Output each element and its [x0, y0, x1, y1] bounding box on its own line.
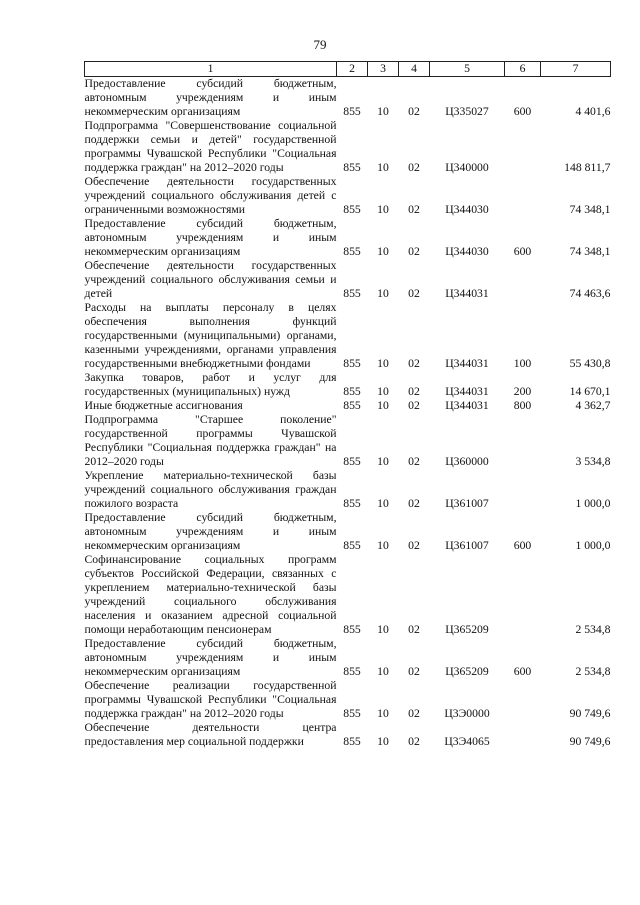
row-description: Закупка товаров, работ и услуг для государственных (муниципальных) нужд: [84, 371, 337, 398]
row-expense-type-code: 200: [513, 385, 532, 398]
row-description: Предоставление субсидий бюджетным, автономным учреждениям и иным некоммерческим организациям: [84, 511, 337, 552]
table-row: [85, 175, 611, 217]
row-expense-type-code: 600: [513, 245, 532, 258]
row-description: Укрепление материально-технической базы учреждений социального обслуживания граждан пожилого возраста: [84, 469, 337, 510]
row-target-item-code: Ц360000: [445, 455, 489, 468]
table-row: [85, 553, 611, 637]
row-target-item-code: Ц335027: [445, 105, 489, 118]
row-section-code: 10: [377, 161, 389, 174]
row-subsection-code: 02: [408, 455, 420, 468]
row-section-code: 10: [377, 707, 389, 720]
table-row: [85, 637, 611, 679]
table-row: [85, 679, 611, 721]
row-section-code: 10: [377, 539, 389, 552]
row-target-item-code: Ц361007: [445, 497, 489, 510]
row-grbs-code: 855: [343, 203, 361, 216]
row-section-code: 10: [377, 455, 389, 468]
row-grbs-code: 855: [343, 385, 361, 398]
row-amount: 74 348,1: [569, 203, 611, 216]
table-header-row: [85, 62, 611, 77]
row-description: Обеспечение деятельности государственных учреждений социального обслуживания детей с ограниченными возможностями: [84, 175, 337, 216]
row-grbs-code: 855: [343, 245, 361, 258]
row-target-item-code: Ц3Э0000: [444, 707, 490, 720]
row-description: Обеспечение деятельности центра предоставления мер социальной поддержки: [84, 721, 337, 748]
header-col-4: 4: [399, 62, 430, 77]
row-target-item-code: Ц344030: [445, 245, 489, 258]
row-expense-type-code: [505, 175, 541, 217]
row-amount: 55 430,8: [569, 357, 611, 370]
header-col-5: 5: [430, 62, 505, 77]
row-amount: 90 749,6: [569, 707, 611, 720]
row-section-code: 10: [377, 735, 389, 748]
row-expense-type-code: 100: [513, 357, 532, 370]
row-section-code: 10: [377, 399, 389, 412]
row-amount: 3 534,8: [575, 455, 611, 468]
row-section-code: 10: [377, 497, 389, 510]
row-amount: 2 534,8: [575, 623, 611, 636]
row-description: Расходы на выплаты персоналу в целях обеспечения выполнения функций государственными (муниципальными) органами, казенными учреждениями, органами управления государственными внебюджетными фондами: [84, 301, 337, 370]
row-expense-type-code: 600: [513, 539, 532, 552]
page-number: 79: [313, 37, 327, 52]
row-expense-type-code: [505, 721, 541, 749]
row-subsection-code: 02: [408, 203, 420, 216]
table-row: [85, 371, 611, 399]
row-target-item-code: Ц365209: [445, 623, 489, 636]
row-subsection-code: 02: [408, 399, 420, 412]
row-description: Софинансирование социальных программ субъектов Российской Федерации, связанных с укреплением материально-технической базы учреждений социального обслуживания населения и оказанием адресной социальной помощи неработающим пенсионерам: [84, 553, 337, 636]
row-expense-type-code: [505, 679, 541, 721]
row-description: Обеспечение деятельности государственных учреждений социального обслуживания семьи и детей: [84, 259, 337, 300]
budget-table: [84, 61, 611, 749]
row-subsection-code: 02: [408, 707, 420, 720]
row-grbs-code: 855: [343, 665, 361, 678]
row-expense-type-code: 600: [513, 665, 532, 678]
row-grbs-code: 855: [343, 735, 361, 748]
row-grbs-code: 855: [343, 287, 361, 300]
row-subsection-code: 02: [408, 287, 420, 300]
row-section-code: 10: [377, 203, 389, 216]
row-expense-type-code: [505, 259, 541, 301]
row-expense-type-code: 600: [513, 105, 532, 118]
row-subsection-code: 02: [408, 161, 420, 174]
table-row: [85, 259, 611, 301]
row-subsection-code: 02: [408, 357, 420, 370]
row-subsection-code: 02: [408, 105, 420, 118]
header-col-6: 6: [505, 62, 541, 77]
row-grbs-code: 855: [343, 539, 361, 552]
row-expense-type-code: [505, 553, 541, 637]
row-amount: 2 534,8: [575, 665, 611, 678]
row-grbs-code: 855: [343, 623, 361, 636]
table-row: [85, 469, 611, 511]
row-amount: 90 749,6: [569, 735, 611, 748]
row-description: Обеспечение реализации государственной программы Чувашской Республики "Социальная поддержка граждан" на 2012–2020 годы: [84, 679, 337, 720]
row-section-code: 10: [377, 665, 389, 678]
row-grbs-code: 855: [343, 497, 361, 510]
row-target-item-code: Ц3Э4065: [444, 735, 490, 748]
header-col-2: 2: [337, 62, 368, 77]
row-expense-type-code: [505, 119, 541, 175]
row-grbs-code: 855: [343, 105, 361, 118]
row-subsection-code: 02: [408, 245, 420, 258]
row-target-item-code: Ц344030: [445, 203, 489, 216]
row-expense-type-code: 800: [513, 399, 532, 412]
header-col-1: 1: [85, 62, 337, 77]
row-subsection-code: 02: [408, 385, 420, 398]
row-amount: 14 670,1: [569, 385, 611, 398]
row-subsection-code: 02: [408, 623, 420, 636]
row-section-code: 10: [377, 245, 389, 258]
row-expense-type-code: [505, 469, 541, 511]
row-target-item-code: Ц344031: [445, 385, 489, 398]
row-grbs-code: 855: [343, 399, 361, 412]
row-subsection-code: 02: [408, 539, 420, 552]
row-section-code: 10: [377, 623, 389, 636]
row-expense-type-code: [505, 413, 541, 469]
row-subsection-code: 02: [408, 735, 420, 748]
row-target-item-code: Ц340000: [445, 161, 489, 174]
row-section-code: 10: [377, 357, 389, 370]
row-target-item-code: Ц344031: [445, 287, 489, 300]
row-amount: 4 401,6: [575, 105, 611, 118]
row-grbs-code: 855: [343, 161, 361, 174]
row-amount: 4 362,7: [575, 399, 611, 412]
row-target-item-code: Ц344031: [445, 357, 489, 370]
row-grbs-code: 855: [343, 707, 361, 720]
table-row: [85, 413, 611, 469]
table-row: [85, 399, 611, 413]
row-subsection-code: 02: [408, 665, 420, 678]
row-section-code: 10: [377, 105, 389, 118]
row-amount: 1 000,0: [575, 497, 611, 510]
row-amount: 148 811,7: [564, 161, 611, 174]
table-row: [85, 77, 611, 120]
row-target-item-code: Ц361007: [445, 539, 489, 552]
row-description: Подпрограмма "Старшее поколение" государственной программы Чувашской Республики "Социальная поддержка граждан" на 2012–2020 годы: [84, 413, 337, 468]
row-subsection-code: 02: [408, 497, 420, 510]
row-description: Иные бюджетные ассигнования: [84, 399, 243, 412]
row-description: Предоставление субсидий бюджетным, автономным учреждениям и иным некоммерческим организациям: [84, 217, 337, 258]
row-amount: 1 000,0: [575, 539, 611, 552]
table-row: [85, 217, 611, 259]
row-amount: 74 348,1: [569, 245, 611, 258]
row-description: Предоставление субсидий бюджетным, автономным учреждениям и иным некоммерческим организациям: [84, 77, 337, 118]
row-grbs-code: 855: [343, 357, 361, 370]
row-section-code: 10: [377, 385, 389, 398]
header-col-7: 7: [541, 62, 611, 77]
table-row: [85, 721, 611, 749]
row-section-code: 10: [377, 287, 389, 300]
header-col-3: 3: [368, 62, 399, 77]
table-row: [85, 119, 611, 175]
row-description: Предоставление субсидий бюджетным, автономным учреждениям и иным некоммерческим организациям: [84, 637, 337, 678]
row-description: Подпрограмма "Совершенствование социальной поддержки семьи и детей" государственной программы Чувашской Республики "Социальная поддержка граждан" на 2012–2020 годы: [84, 119, 337, 174]
table-row: [85, 301, 611, 371]
table-row: [85, 511, 611, 553]
row-amount: 74 463,6: [569, 287, 611, 300]
row-target-item-code: Ц344031: [445, 399, 489, 412]
row-target-item-code: Ц365209: [445, 665, 489, 678]
row-grbs-code: 855: [343, 455, 361, 468]
